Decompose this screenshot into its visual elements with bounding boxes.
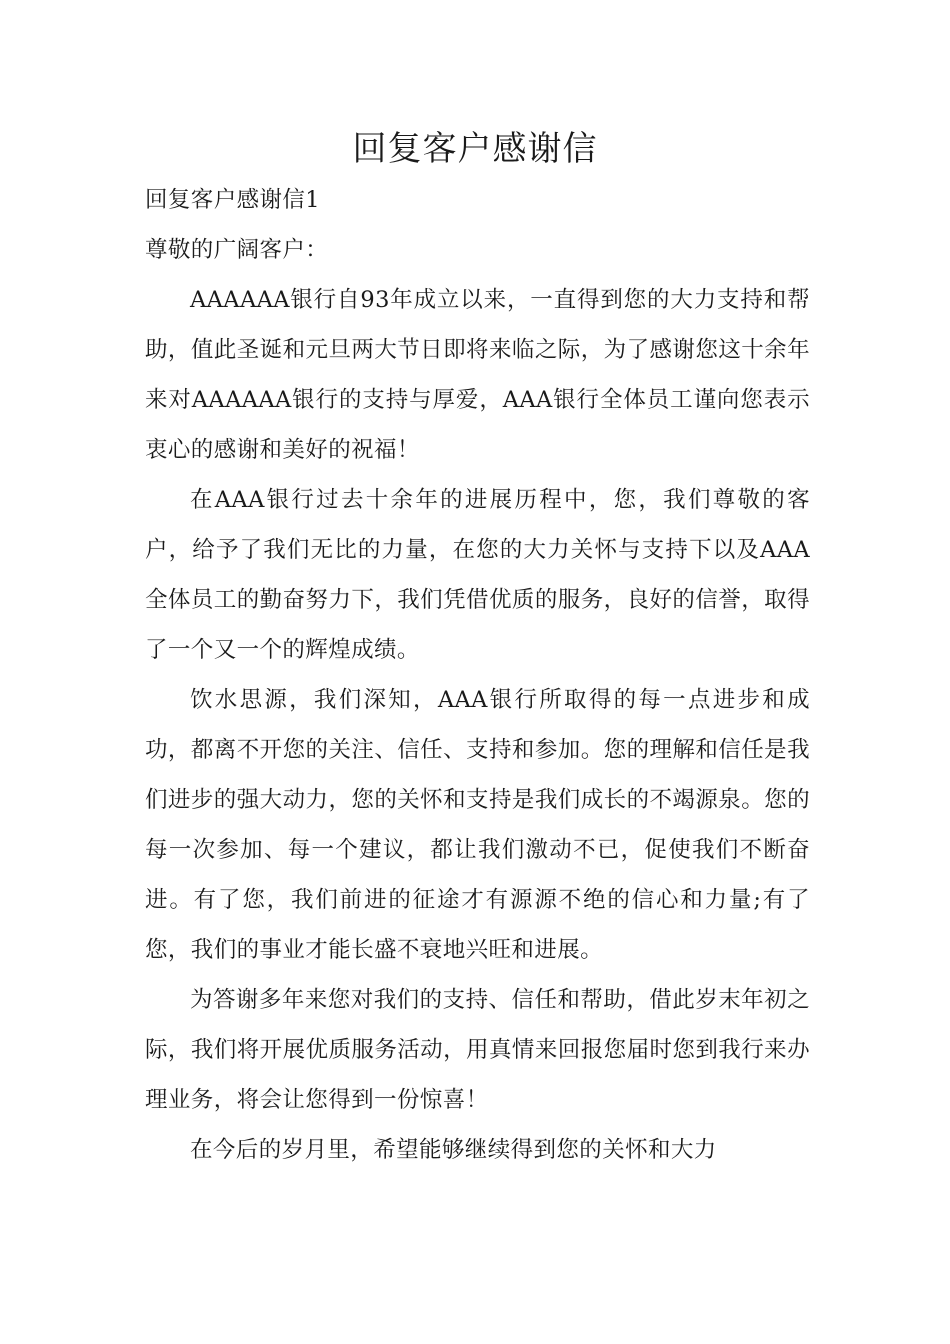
document-body (145, 175, 810, 1175)
salutation: 尊敬的广阔客户： (145, 237, 329, 263)
paragraph-5: 在今后的岁月里，希望能够继续得到您的关怀和大力 (190, 1137, 717, 1163)
paragraph-1: AAAAAA银行自93年成立以来，一直得到您的大力支持和帮助，值此圣诞和元旦两大节日即将来临之际，为了感谢您这十余年来对AAAAAA银行的支持与厚爱，AAA银行全体员工谨向您表示衷心的感谢和美好的祝福！ (145, 287, 810, 463)
section-heading: 回复客户感谢信1 (145, 187, 321, 213)
paragraph-2: 在AAA银行过去十余年的进展历程中，您，我们尊敬的客户，给予了我们无比的力量，在您的大力关怀与支持下以及AAA全体员工的勤奋努力下，我们凭借优质的服务，良好的信誉，取得了一个又一个的辉煌成绩。 (145, 487, 810, 663)
paragraph-3: 饮水思源，我们深知，AAA银行所取得的每一点进步和成功，都离不开您的关注、信任、支持和参加。您的理解和信任是我们进步的强大动力，您的关怀和支持是我们成长的不竭源泉。您的每一次参加、每一个建议，都让我们激动不已，促使我们不断奋进。有了您，我们前进的征途才有源源不绝的信心和力量;有了您，我们的事业才能长盛不衰地兴旺和进展。 (145, 687, 810, 963)
document-title: 回复客户感谢信 (352, 129, 598, 169)
paragraph-4: 为答谢多年来您对我们的支持、信任和帮助，借此岁末年初之际，我们将开展优质服务活动，用真情来回报您届时您到我行来办理业务，将会让您得到一份惊喜！ (145, 987, 810, 1113)
